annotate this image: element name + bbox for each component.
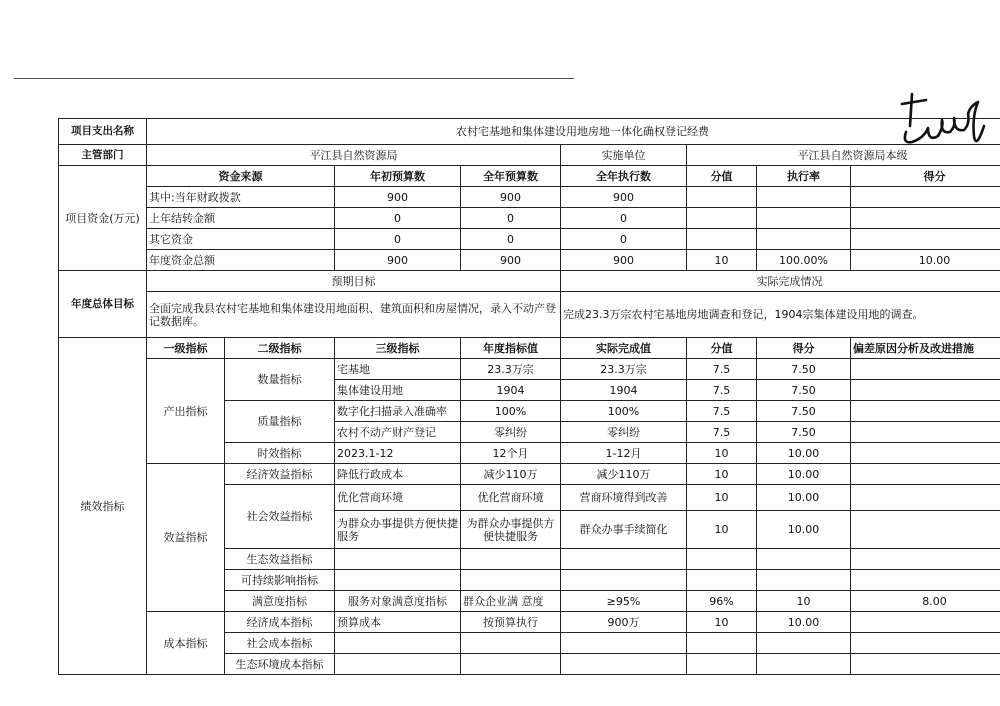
score-max-cell: 7.5 bbox=[687, 359, 757, 380]
score-max-cell: 10 bbox=[687, 612, 757, 633]
score-cell: 10.00 bbox=[757, 443, 851, 464]
empty-cell bbox=[687, 549, 757, 570]
fund-cell: 900 bbox=[461, 187, 561, 208]
fund-cell: 0 bbox=[561, 229, 687, 250]
score-max-cell: 10 bbox=[757, 591, 851, 612]
impl-value: 平江县自然资源局本级 bbox=[687, 145, 1000, 166]
deviation-cell bbox=[851, 422, 1000, 443]
deviation-cell bbox=[851, 511, 1000, 549]
project-name-label: 项目支出名称 bbox=[59, 119, 147, 145]
l3-cell: 集体建设用地 bbox=[335, 380, 461, 401]
target-cell: 减少110万 bbox=[461, 464, 561, 485]
target-cell: 优化营商环境 bbox=[461, 485, 561, 511]
score-max-cell: 7.5 bbox=[687, 380, 757, 401]
deviation-cell bbox=[851, 443, 1000, 464]
actual-cell: 900万 bbox=[561, 612, 687, 633]
fund-source: 上年结转金额 bbox=[147, 208, 335, 229]
fund-cell: 10 bbox=[687, 250, 757, 271]
score-cell: 10.00 bbox=[757, 464, 851, 485]
perf-header: 偏差原因分析及改进措施 bbox=[851, 338, 1000, 359]
fund-source: 其它资金 bbox=[147, 229, 335, 250]
deviation-cell bbox=[851, 380, 1000, 401]
actual-cell: 1904 bbox=[561, 380, 687, 401]
empty-cell bbox=[757, 549, 851, 570]
l3-cell: 群众企业满 意度 bbox=[461, 591, 561, 612]
empty-cell bbox=[757, 633, 851, 654]
target-cell: 零纠纷 bbox=[461, 422, 561, 443]
fund-cell: 900 bbox=[561, 250, 687, 271]
l2-economic: 经济效益指标 bbox=[225, 464, 335, 485]
score-cell: 7.50 bbox=[757, 380, 851, 401]
fund-cell bbox=[851, 208, 1000, 229]
target-cell: 1904 bbox=[461, 380, 561, 401]
funds-header: 年初预算数 bbox=[335, 166, 461, 187]
score-cell: 10.00 bbox=[757, 485, 851, 511]
score-cell: 10.00 bbox=[757, 511, 851, 549]
l2-timeliness: 时效指标 bbox=[225, 443, 335, 464]
fund-source: 年度资金总额 bbox=[147, 250, 335, 271]
l3-cell: 降低行政成本 bbox=[335, 464, 461, 485]
l1-benefit: 效益指标 bbox=[147, 464, 225, 612]
actual-cell: 23.3万宗 bbox=[561, 359, 687, 380]
actual-cell: 零纠纷 bbox=[561, 422, 687, 443]
perf-label: 绩效指标 bbox=[59, 338, 147, 675]
funds-label: 项目资金(万元) bbox=[59, 166, 147, 271]
score-max-cell: 10 bbox=[687, 443, 757, 464]
l2-social-cost: 社会成本指标 bbox=[225, 633, 335, 654]
score-max-cell: 7.5 bbox=[687, 422, 757, 443]
empty-cell bbox=[561, 549, 687, 570]
score-cell: 7.50 bbox=[757, 359, 851, 380]
empty-cell bbox=[851, 633, 1000, 654]
deviation-cell bbox=[851, 612, 1000, 633]
fund-cell bbox=[757, 187, 851, 208]
goals-label: 年度总体目标 bbox=[59, 271, 147, 338]
empty-cell bbox=[561, 633, 687, 654]
score-cell: 7.50 bbox=[757, 401, 851, 422]
fund-cell: 10.00 bbox=[851, 250, 1000, 271]
perf-header: 三级指标 bbox=[335, 338, 461, 359]
l3-cell: 2023.1-12 bbox=[335, 443, 461, 464]
fund-cell: 900 bbox=[561, 187, 687, 208]
target-cell: 按预算执行 bbox=[461, 612, 561, 633]
fund-cell bbox=[851, 229, 1000, 250]
l1-satisfaction: 满意度指标 bbox=[225, 591, 335, 612]
expected-goal-text: 全面完成我县农村宅基地和集体建设用地面积、建筑面积和房屋情况，录入不动产登记数据库。 bbox=[147, 292, 561, 338]
actual-cell: 100% bbox=[561, 401, 687, 422]
scan-top-line bbox=[14, 78, 574, 79]
empty-cell bbox=[687, 633, 757, 654]
deviation-cell bbox=[851, 401, 1000, 422]
perf-header: 年度指标值 bbox=[461, 338, 561, 359]
l3-cell: 宅基地 bbox=[335, 359, 461, 380]
fund-cell: 0 bbox=[335, 208, 461, 229]
project-name-value: 农村宅基地和集体建设用地房地一体化确权登记经费 bbox=[147, 119, 1000, 145]
actual-cell: 96% bbox=[687, 591, 757, 612]
actual-cell: 营商环境得到改善 bbox=[561, 485, 687, 511]
empty-cell bbox=[561, 570, 687, 591]
score-max-cell: 7.5 bbox=[687, 401, 757, 422]
target-cell: 为群众办事提供方便快捷服务 bbox=[461, 511, 561, 549]
target-cell: ≥95% bbox=[561, 591, 687, 612]
l2-quantity: 数量指标 bbox=[225, 359, 335, 401]
empty-cell bbox=[335, 570, 461, 591]
impl-label: 实施单位 bbox=[561, 145, 687, 166]
expected-goal-label: 预期目标 bbox=[147, 271, 561, 292]
empty-cell bbox=[851, 570, 1000, 591]
target-cell: 12个月 bbox=[461, 443, 561, 464]
fund-cell: 100.00% bbox=[757, 250, 851, 271]
score-max-cell: 10 bbox=[687, 511, 757, 549]
l1-cost: 成本指标 bbox=[147, 612, 225, 675]
score-max-cell: 10 bbox=[687, 464, 757, 485]
dept-value: 平江县自然资源局 bbox=[147, 145, 561, 166]
empty-cell bbox=[561, 654, 687, 675]
actual-cell: 1-12月 bbox=[561, 443, 687, 464]
l2-quality: 质量指标 bbox=[225, 401, 335, 443]
fund-cell: 900 bbox=[335, 187, 461, 208]
l2-econ-cost: 经济成本指标 bbox=[225, 612, 335, 633]
actual-cell: 减少110万 bbox=[561, 464, 687, 485]
empty-cell bbox=[461, 633, 561, 654]
funds-header: 全年预算数 bbox=[461, 166, 561, 187]
l1-output: 产出指标 bbox=[147, 359, 225, 464]
deviation-cell bbox=[851, 485, 1000, 511]
empty-cell bbox=[461, 654, 561, 675]
fund-source: 其中:当年财政拨款 bbox=[147, 187, 335, 208]
l2-social: 社会效益指标 bbox=[225, 485, 335, 549]
fund-cell bbox=[687, 208, 757, 229]
actual-cell: 群众办事手续简化 bbox=[561, 511, 687, 549]
empty-cell bbox=[851, 654, 1000, 675]
funds-header: 全年执行数 bbox=[561, 166, 687, 187]
fund-cell: 0 bbox=[461, 229, 561, 250]
fund-cell bbox=[687, 229, 757, 250]
fund-cell: 0 bbox=[561, 208, 687, 229]
empty-cell bbox=[687, 654, 757, 675]
perf-header: 二级指标 bbox=[225, 338, 335, 359]
dept-label: 主管部门 bbox=[59, 145, 147, 166]
score-cell: 10.00 bbox=[757, 612, 851, 633]
fund-cell bbox=[687, 187, 757, 208]
empty-cell bbox=[335, 633, 461, 654]
performance-evaluation-table bbox=[58, 118, 1000, 675]
l3-cell: 农村不动产财产登记 bbox=[335, 422, 461, 443]
empty-cell bbox=[461, 549, 561, 570]
funds-header: 资金来源 bbox=[147, 166, 335, 187]
perf-header: 得分 bbox=[757, 338, 851, 359]
empty-cell bbox=[757, 654, 851, 675]
fund-cell: 900 bbox=[335, 250, 461, 271]
actual-goal-text: 完成23.3万宗农村宅基地房地调查和登记，1904宗集体建设用地的调查。 bbox=[561, 292, 1000, 338]
target-cell: 23.3万宗 bbox=[461, 359, 561, 380]
empty-cell bbox=[687, 570, 757, 591]
score-cell: 7.50 bbox=[757, 422, 851, 443]
funds-header: 分值 bbox=[687, 166, 757, 187]
l2-eco-cost: 生态环境成本指标 bbox=[225, 654, 335, 675]
score-cell: 8.00 bbox=[851, 591, 1000, 612]
perf-header: 分值 bbox=[687, 338, 757, 359]
l3-cell: 数字化扫描录入准确率 bbox=[335, 401, 461, 422]
deviation-cell bbox=[851, 464, 1000, 485]
l2-ecological: 生态效益指标 bbox=[225, 549, 335, 570]
funds-header: 执行率 bbox=[757, 166, 851, 187]
empty-cell bbox=[757, 570, 851, 591]
fund-cell bbox=[851, 187, 1000, 208]
l3-cell: 预算成本 bbox=[335, 612, 461, 633]
fund-cell: 0 bbox=[335, 229, 461, 250]
fund-cell bbox=[757, 229, 851, 250]
funds-header: 得分 bbox=[851, 166, 1000, 187]
l2-service: 服务对象满意度指标 bbox=[335, 591, 461, 612]
fund-cell: 0 bbox=[461, 208, 561, 229]
actual-goal-label: 实际完成情况 bbox=[561, 271, 1000, 292]
l3-cell: 为群众办事提供方便快捷服务 bbox=[335, 511, 461, 549]
l2-sustain: 可持续影响指标 bbox=[225, 570, 335, 591]
empty-cell bbox=[335, 654, 461, 675]
score-max-cell: 10 bbox=[687, 485, 757, 511]
l3-cell: 优化营商环境 bbox=[335, 485, 461, 511]
fund-cell: 900 bbox=[461, 250, 561, 271]
perf-header: 一级指标 bbox=[147, 338, 225, 359]
deviation-cell bbox=[851, 359, 1000, 380]
target-cell: 100% bbox=[461, 401, 561, 422]
empty-cell bbox=[851, 549, 1000, 570]
empty-cell bbox=[335, 549, 461, 570]
fund-cell bbox=[757, 208, 851, 229]
perf-header: 实际完成值 bbox=[561, 338, 687, 359]
empty-cell bbox=[461, 570, 561, 591]
